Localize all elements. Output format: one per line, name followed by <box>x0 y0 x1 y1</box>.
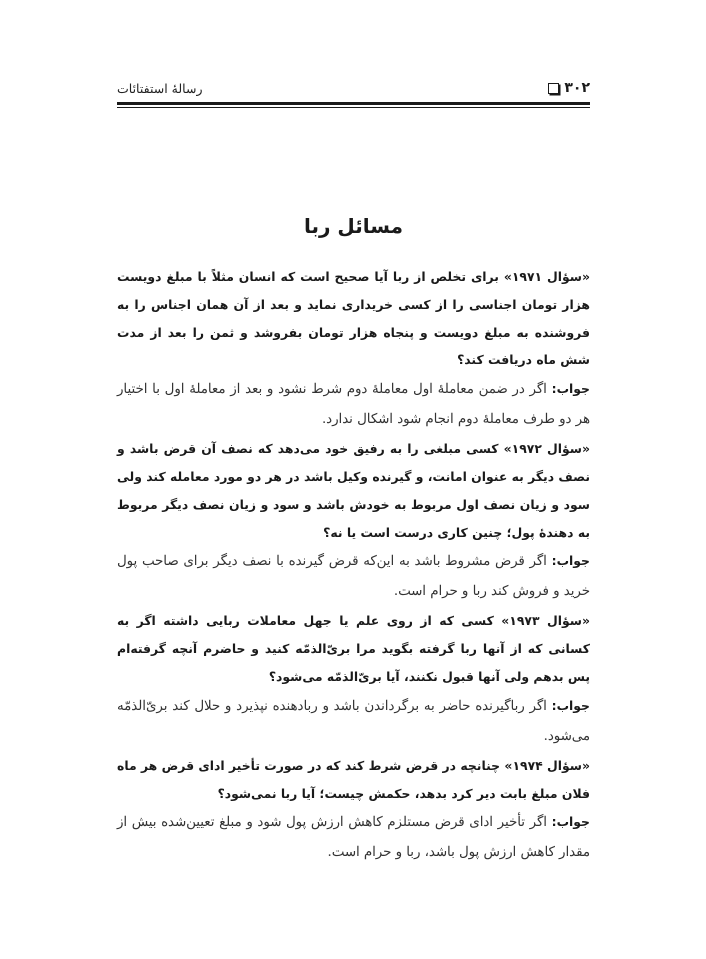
answer-label: جواب: <box>551 381 590 397</box>
book-title: رسالهٔ استفتائات <box>117 80 203 96</box>
answer-label: جواب: <box>551 814 590 830</box>
answer-label: جواب: <box>551 553 590 569</box>
question-paragraph <box>117 435 590 546</box>
question-number: «سؤال ۱۹۷۳» <box>501 613 590 629</box>
header-rule-thin <box>117 107 590 108</box>
square-bullet-icon <box>548 83 559 94</box>
question-text: برای تخلص از ربا آیا صحیح است که انسان مثلاً با مبلغ دویست هزار تومان اجناسی را از کسی خریداری نماید و بعد از آن همان اجناس را به فروشنده به مبلغ دویست و پنجاه هزار تومان بفروشد و ثمن را بعد از مدت شش ماه دریافت کند؟ <box>117 269 590 368</box>
answer-label: جواب: <box>551 697 590 713</box>
answer-paragraph <box>117 807 590 868</box>
answer-text: اگر تأخیر ادای قرض مستلزم کاهش ارزش پول شود و مبلغ تعیین‌شده بیش از مقدار کاهش ارزش پول باشد، ربا و حرام است. <box>117 815 590 861</box>
page-number: ۳۰۲ <box>564 80 590 96</box>
running-header <box>117 76 590 100</box>
answer-text: اگر قرض مشروط باشد به این‌که قرض گیرنده با نصف دیگر برای صاحب پول خرید و فروش کند ربا و حرام است. <box>117 554 590 600</box>
answer-text: اگر در ضمن معاملهٔ اول معاملهٔ دوم شرط نشود و بعد از معاملهٔ اول با اختیار هر دو طرف معاملهٔ دوم انجام شود اشکال ندارد. <box>117 382 590 428</box>
question-text: کسی مبلغی را به رفیق خود می‌دهد که نصف آن قرض باشد و نصف دیگر به عنوان امانت، و گیرنده وکیل باشد در هر دو مورد معامله کند ولی سود و زیان نصف اول مربوط به خودش باشد و سود و زیان نصف دیگر مربوط به دهندهٔ پول؛ چنین کاری درست است یا نه؟ <box>117 441 590 540</box>
answer-paragraph <box>117 374 590 435</box>
section-title: مسائل ربا <box>303 214 404 238</box>
question-paragraph <box>117 752 590 808</box>
question-number: «سؤال ۱۹۷۲» <box>503 441 590 457</box>
question-number: «سؤال ۱۹۷۴» <box>504 757 590 773</box>
question-text: چنانچه در قرض شرط کند که در صورت تأخیر ادای قرض هر ماه فلان مبلغ بابت دیر کرد بدهد، حکمش چیست؛ آیا ربا نمی‌شود؟ <box>117 757 590 801</box>
answer-text: اگر رباگیرنده حاضر به برگرداندن باشد و ربادهنده نپذیرد و حلال کند بریّ‌الذمّه می‌شود. <box>117 698 590 744</box>
header-rule-thick <box>117 102 590 105</box>
question-number: «سؤال ۱۹۷۱» <box>503 269 590 284</box>
qa-body <box>117 263 590 868</box>
answer-paragraph <box>117 546 590 607</box>
question-paragraph <box>117 607 590 690</box>
answer-paragraph <box>117 691 590 752</box>
question-text: کسی که از روی علم یا جهل معاملات ربایی داشته اگر به کسانی که از آنها ربا گرفته بگوید مرا بریّ‌الذمّه کنید و حاضرم آنچه گرفته‌ام پس بدهم ولی آنها قبول نکنند، آیا بریّ‌الذمّه می‌شود؟ <box>117 613 590 684</box>
question-paragraph <box>117 263 590 374</box>
page-number-group <box>548 80 590 96</box>
